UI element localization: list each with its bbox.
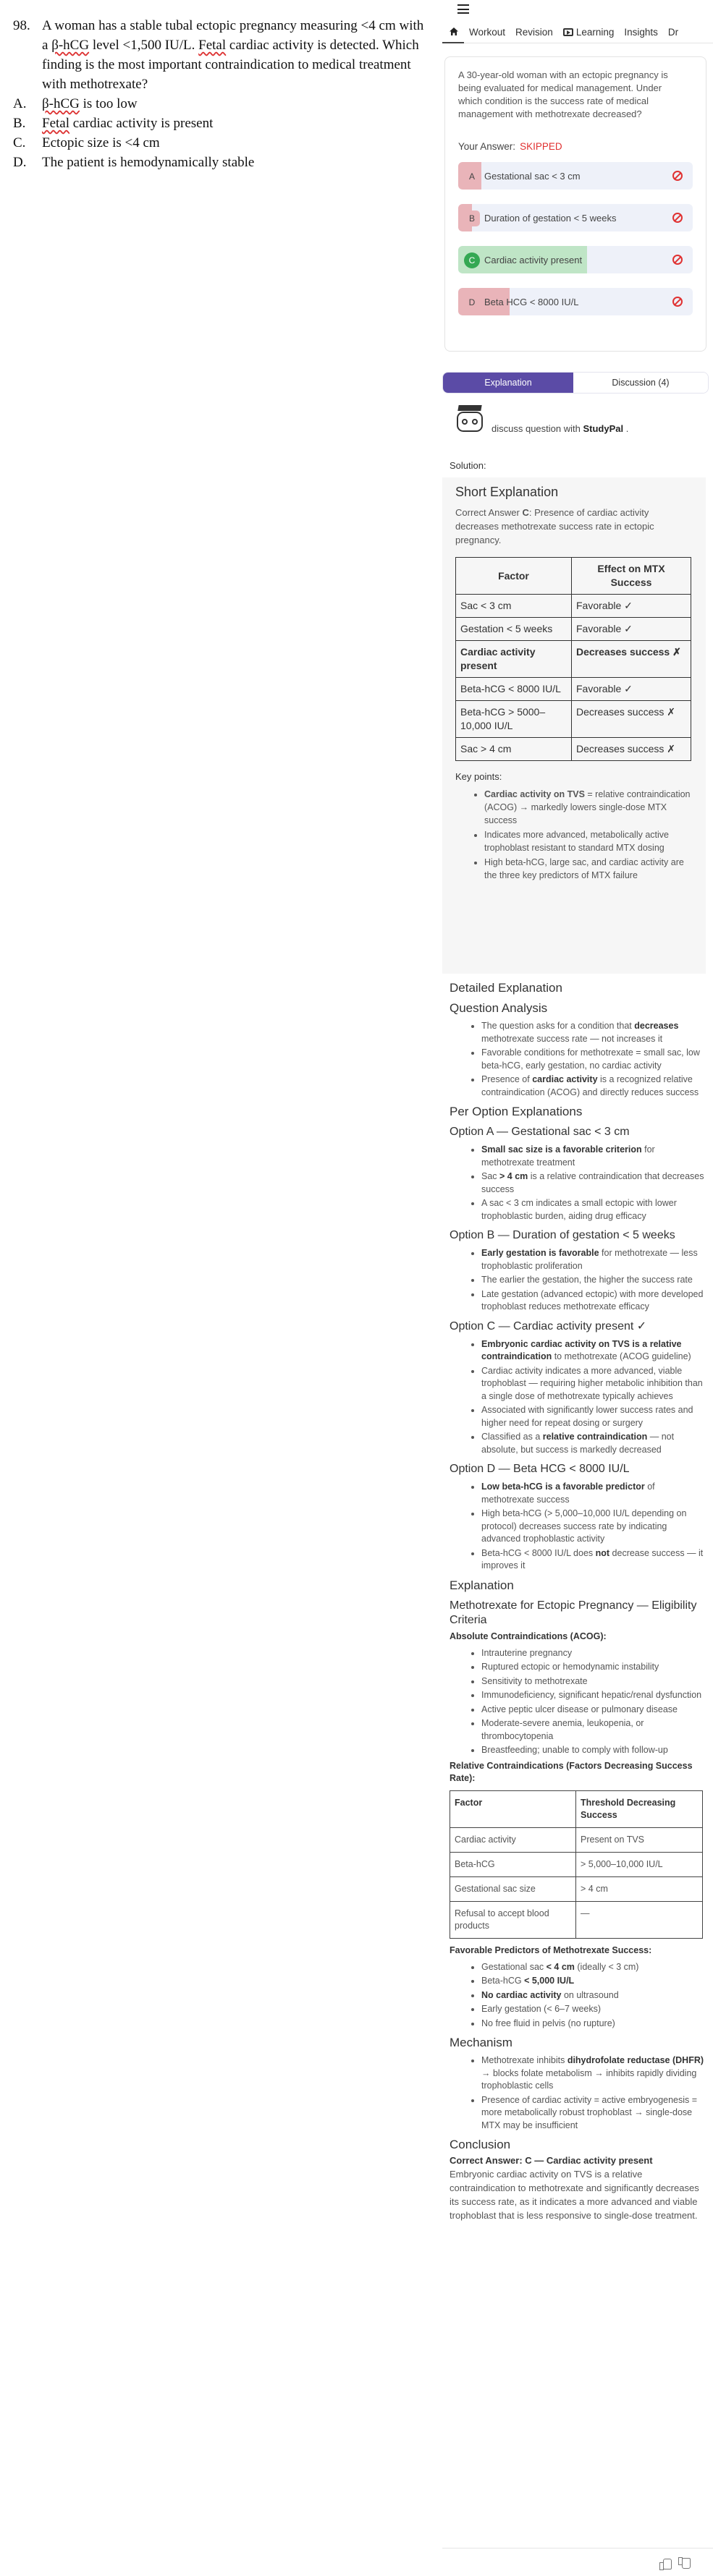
question-analysis-list <box>481 1020 706 1099</box>
study-panel <box>442 0 713 2576</box>
question-stem <box>42 16 433 94</box>
list-item: • Beta-hCG < 8000 IU/L does not decrease success — it improves it <box>481 1547 706 1573</box>
table-row <box>456 641 691 678</box>
mechanism-title: Mechanism <box>450 2036 512 2049</box>
short-answer: Correct Answer C: Presence of cardiac activity decreases methotrexate success rate in ectopic pregnancy. <box>455 507 654 545</box>
your-answer <box>458 141 693 152</box>
studypal-prefix: discuss question with <box>491 423 583 434</box>
table-row <box>450 1901 703 1938</box>
card-option-a[interactable] <box>458 162 693 190</box>
correct-letter: C <box>522 507 529 518</box>
question-option-a[interactable] <box>13 94 434 114</box>
key-points-label: Key points: <box>455 771 502 782</box>
option-c-title: Option C — Cardiac activity present ✓ <box>450 1319 647 1332</box>
table-row <box>456 701 691 738</box>
option-letter: C. <box>13 135 26 150</box>
table-cell: Gestational sac size <box>450 1876 576 1901</box>
table-cell: > 5,000–10,000 IU/L <box>576 1852 703 1876</box>
thumbs-down-icon[interactable] <box>678 2559 690 2569</box>
tab-insights[interactable]: Insights <box>624 27 658 38</box>
list-item: • Cardiac activity on TVS = relative contraindication (ACOG) → markedly lowers single-dose MTX success <box>484 788 693 827</box>
stem-text: level <1,500 IU/L. <box>89 38 199 53</box>
table-row <box>456 595 691 618</box>
list-item: • Indicates more advanced, metabolically active trophoblast resistant to standard MTX dosing <box>484 828 693 854</box>
list-item: • Sensitivity to methotrexate <box>481 1675 706 1688</box>
studypal-discuss-link[interactable]: discuss question with StudyPal . <box>454 405 628 435</box>
tab-dr[interactable]: Dr <box>667 27 679 38</box>
option-text: Duration of gestation < 5 weeks <box>484 212 617 224</box>
list-item: • Late gestation (advanced ectopic) with more developed trophoblast reduces methotrexate efficacy <box>481 1288 706 1314</box>
option-a-list <box>481 1144 706 1223</box>
list-item: • The question asks for a condition that decreases methotrexate success rate — not increases it <box>481 1020 706 1045</box>
studypal-brand: StudyPal <box>583 423 624 434</box>
spellcheck-word: β-hCG <box>42 96 80 111</box>
list-item: • Classified as a relative contraindication — not absolute, but success is markedly decreased <box>481 1431 706 1456</box>
option-text: Ectopic size is <4 cm <box>42 135 160 150</box>
question-card <box>444 56 706 352</box>
question-option-c[interactable] <box>13 133 434 153</box>
list-item: • High beta-hCG, large sac, and cardiac activity are the three key predictors of MTX failure <box>484 856 693 882</box>
option-text: The patient is hemodynamically stable <box>42 155 255 170</box>
option-text: Cardiac activity present <box>484 254 583 265</box>
stem-text: cardiac activity is detected. Which finding is the most important contraindication to medical treatment with methotrexate? <box>42 38 419 92</box>
card-options <box>458 162 693 315</box>
criteria-title: Methotrexate for Ectopic Pregnancy — Eligibility Criteria <box>450 1599 697 1626</box>
list-item: • The earlier the gestation, the higher the success rate <box>481 1274 706 1287</box>
list-item: • High beta-hCG (> 5,000–10,000 IU/L depending on protocol) decreases success rate by indicating advanced trophoblastic activity <box>481 1508 706 1546</box>
card-question-stem: A 30-year-old woman with an ectopic pregnancy is being evaluated for medical management. Under which condition is the success rate of medical management with methotrexate decreased? <box>458 69 668 119</box>
tab-learning-label: Learning <box>575 27 615 38</box>
option-b-title: Option B — Duration of gestation < 5 weeks <box>450 1229 675 1241</box>
list-item: • Sac > 4 cm is a relative contraindication that decreases success <box>481 1170 706 1196</box>
list-item: • Gestational sac < 4 cm (ideally < 3 cm) <box>481 1961 706 1974</box>
explanation-title: Explanation <box>450 1578 514 1592</box>
table-cell: Favorable ✓ <box>572 678 691 701</box>
table-cell: Sac < 3 cm <box>456 595 572 618</box>
list-item: • Associated with significantly lower success rates and higher need for repeat dosing or surgery <box>481 1404 706 1429</box>
table-cell: > 4 cm <box>576 1876 703 1901</box>
list-item: • Cardiac activity indicates a more advanced, viable trophoblast — requiring higher metabolic inhibition than a single dose of methotrexate typically achieves <box>481 1365 706 1403</box>
list-item: • Early gestation (< 6–7 weeks) <box>481 2003 706 2016</box>
menu-bar <box>442 0 713 22</box>
table-cell: Favorable ✓ <box>572 618 691 641</box>
table-header: Factor <box>456 558 572 595</box>
tab-explanation[interactable]: Explanation <box>443 373 573 393</box>
conclusion-answer: Correct Answer: C — Cardiac activity present <box>450 2155 653 2166</box>
your-answer-status: SKIPPED <box>520 141 562 152</box>
table-header: Threshold Decreasing Success <box>576 1790 703 1827</box>
conclusion-title: Conclusion <box>450 2138 511 2151</box>
option-text: Beta HCG < 8000 IU/L <box>484 296 579 307</box>
conclusion <box>450 2154 706 2222</box>
thumbs-up-icon[interactable] <box>659 2559 671 2569</box>
tab-workout[interactable]: Workout <box>469 27 506 38</box>
list-item: • Early gestation is favorable for methotrexate — less trophoblastic proliferation <box>481 1247 706 1272</box>
spellcheck-word: β-hCG <box>51 38 90 53</box>
eliminate-icon[interactable] <box>672 213 683 223</box>
table-cell: Sac > 4 cm <box>456 738 572 761</box>
absolute-contraindications-list <box>481 1647 706 1757</box>
spellcheck-word: Fetal <box>42 116 69 131</box>
option-c-list <box>481 1338 706 1457</box>
table-row <box>450 1852 703 1876</box>
table-header: Factor <box>450 1790 576 1827</box>
table-cell: Decreases success ✗ <box>572 738 691 761</box>
table-cell: — <box>576 1901 703 1938</box>
question-pane <box>0 0 434 172</box>
question-analysis-title: Question Analysis <box>450 1001 548 1015</box>
eliminate-icon[interactable] <box>672 297 683 307</box>
short-explanation-title: Short Explanation <box>455 485 559 499</box>
table-cell: Favorable ✓ <box>572 595 691 618</box>
option-letter-badge: C <box>464 252 480 268</box>
divider <box>442 2548 713 2549</box>
conclusion-text: Embryonic cardiac activity on TVS is a relative contraindication to methotrexate and significantly decreases its success rate, as it indicates a more advanced and viable trophoblast that is less responsive to single-dose treatment. <box>450 2169 699 2221</box>
table-cell: Cardiac activity <box>450 1827 576 1852</box>
option-d-title: Option D — Beta HCG < 8000 IU/L <box>450 1463 630 1475</box>
option-d-list <box>481 1481 706 1573</box>
learning-icon <box>563 28 573 36</box>
mechanism-list <box>481 2054 706 2132</box>
tab-discussion[interactable]: Discussion (4) <box>573 373 708 393</box>
table-cell: Cardiac activity present <box>456 641 572 678</box>
stem-text: A woman has a stable tubal ectopic pregnancy measuring <4 cm with a <box>42 18 424 53</box>
spellcheck-word: Fetal <box>198 38 227 53</box>
eliminate-icon[interactable] <box>672 171 683 181</box>
per-option-title: Per Option Explanations <box>450 1105 583 1118</box>
list-item: • Embryonic cardiac activity on TVS is a relative contraindication to methotrexate (ACOG guideline) <box>481 1338 706 1364</box>
option-text: Gestational sac < 3 cm <box>484 170 581 182</box>
list-item: • Low beta-hCG is a favorable predictor of methotrexate success <box>481 1481 706 1506</box>
list-item: • Intrauterine pregnancy <box>481 1647 706 1660</box>
list-item: • Active peptic ulcer disease or pulmonary disease <box>481 1704 706 1717</box>
question-option-b[interactable] <box>13 114 434 133</box>
table-row <box>456 678 691 701</box>
tab-revision[interactable]: Revision <box>515 27 553 38</box>
explanation-tabs <box>442 372 709 394</box>
list-item: • Ruptured ectopic or hemodynamic instability <box>481 1661 706 1674</box>
key-points-list <box>484 788 693 882</box>
table-row <box>456 738 691 761</box>
detailed-title: Detailed Explanation <box>450 981 562 995</box>
eliminate-icon[interactable] <box>672 255 683 265</box>
favorable-predictors-list <box>481 1961 706 2031</box>
table-cell: Gestation < 5 weeks <box>456 618 572 641</box>
list-item: • Methotrexate inhibits dihydrofolate reductase (DHFR) → blocks folate metabolism → inhibits rapidly dividing trophoblastic cells <box>481 2054 706 2093</box>
list-item: • Presence of cardiac activity is a recognized relative contraindication (ACOG) and directly reduces success <box>481 1074 706 1099</box>
table-cell: Beta-hCG < 8000 IU/L <box>456 678 572 701</box>
option-letter-badge: A <box>464 169 480 184</box>
list-item: • Breastfeeding; unable to comply with follow-up <box>481 1744 706 1757</box>
robot-icon <box>454 405 486 435</box>
table-header: Effect on MTX Success <box>572 558 691 595</box>
relative-contraindications-label: Relative Contraindications (Factors Decreasing Success Rate): <box>450 1760 693 1783</box>
card-option-c[interactable] <box>458 246 693 273</box>
table-row <box>450 1876 703 1901</box>
option-b-list <box>481 1247 706 1314</box>
feedback-buttons <box>659 2559 690 2569</box>
factor-table <box>455 557 691 761</box>
short-explanation <box>442 477 706 974</box>
table-cell: Present on TVS <box>576 1827 703 1852</box>
list-item: • Favorable conditions for methotrexate = small sac, low beta-hCG, early gestation, no cardiac activity <box>481 1047 706 1072</box>
solution-label: Solution: <box>450 460 486 471</box>
option-text: Fetal cardiac activity is present <box>42 116 214 131</box>
list-item: • Presence of cardiac activity = active embryogenesis = more metabolically robust trophoblast → single-dose MTX may be insufficient <box>481 2094 706 2133</box>
list-item: • Small sac size is a favorable criterion for methotrexate treatment <box>481 1144 706 1169</box>
option-letter-badge: D <box>464 294 480 310</box>
home-icon[interactable] <box>442 22 464 43</box>
tab-learning[interactable] <box>558 22 620 43</box>
your-answer-label: Your Answer: <box>458 141 516 152</box>
list-item: • Beta-hCG < 5,000 IU/L <box>481 1975 706 1988</box>
threshold-table <box>450 1790 703 1939</box>
list-item: • Immunodeficiency, significant hepatic/renal dysfunction <box>481 1689 706 1702</box>
table-cell: Refusal to accept blood products <box>450 1901 576 1938</box>
option-letter: D. <box>13 155 27 170</box>
top-navigation <box>442 22 713 43</box>
list-item: • A sac < 3 cm indicates a small ectopic with lower trophoblastic burden, aiding drug efficacy <box>481 1197 706 1223</box>
option-text: β-hCG is too low <box>42 96 138 111</box>
table-cell: Decreases success ✗ <box>572 701 691 738</box>
table-row <box>456 618 691 641</box>
list-item: • No free fluid in pelvis (no rupture) <box>481 2018 706 2031</box>
option-a-title: Option A — Gestational sac < 3 cm <box>450 1126 630 1138</box>
absolute-contraindications-label: Absolute Contraindications (ACOG): <box>450 1631 607 1641</box>
option-letter-badge: B <box>464 211 480 226</box>
table-cell: Beta-hCG > 5000–10,000 IU/L <box>456 701 572 738</box>
question-row <box>13 16 434 94</box>
option-letter: A. <box>13 96 27 111</box>
card-option-d[interactable] <box>458 288 693 315</box>
detailed-explanation <box>450 981 706 2222</box>
list-item: • Moderate-severe anemia, leukopenia, or thrombocytopenia <box>481 1717 706 1743</box>
question-options <box>13 94 434 172</box>
question-option-d[interactable] <box>13 153 434 172</box>
option-letter: B. <box>13 116 26 131</box>
table-row <box>450 1827 703 1852</box>
table-cell: Beta-hCG <box>450 1852 576 1876</box>
question-number: 98. <box>13 18 30 33</box>
list-item: • No cardiac activity on ultrasound <box>481 1989 706 2002</box>
hamburger-menu-icon[interactable] <box>457 4 469 14</box>
card-option-b[interactable] <box>458 204 693 231</box>
favorable-predictors-label: Favorable Predictors of Methotrexate Success: <box>450 1944 652 1955</box>
table-cell: Decreases success ✗ <box>572 641 691 678</box>
